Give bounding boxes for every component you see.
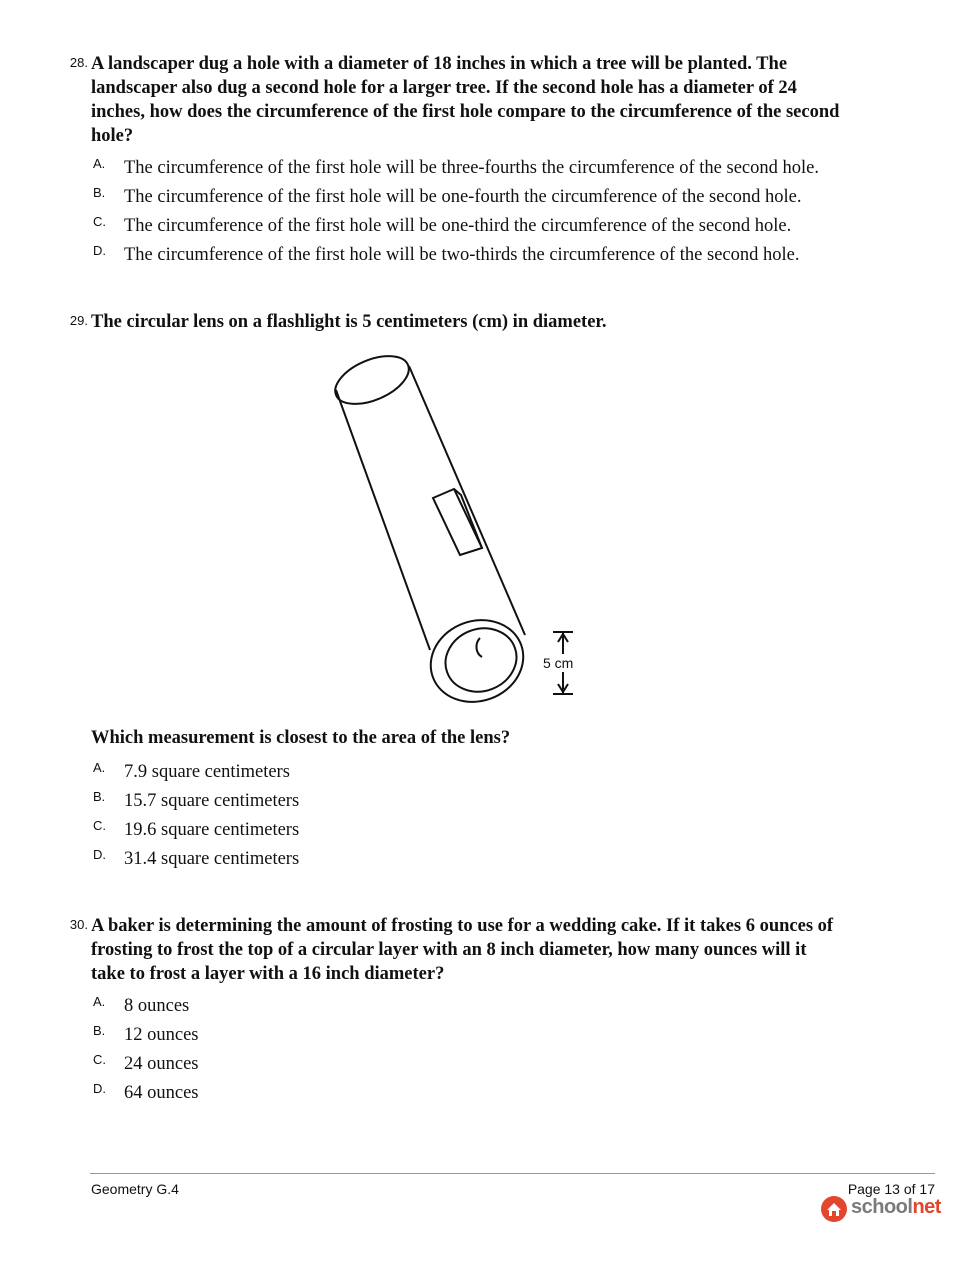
flashlight-side-right: [409, 366, 525, 635]
choice-d[interactable]: [91, 245, 840, 274]
question-stem: The circular lens on a flashlight is 5 centimeters (cm) in diameter.: [91, 312, 607, 332]
question-29-choices: [60, 752, 840, 878]
choice-text: The circumference of the first hole will be two-thirds the circumference of the second hole.: [124, 245, 800, 265]
choice-letter: A.: [93, 760, 106, 775]
choice-text: 7.9 square centimeters: [124, 762, 290, 782]
question-stem: A baker is determining the amount of frosting to use for a wedding cake. If it takes 6 ounces of frosting to frost the top of a circular layer with an 8 inch diameter, how many ounces will it take to frost a layer with a 16 inch diameter?: [91, 916, 834, 984]
dimension-label: 5 cm: [543, 655, 574, 671]
choice-text: The circumference of the first hole will be one-third the circumference of the second hole.: [124, 216, 792, 236]
choice-a[interactable]: [91, 762, 840, 791]
question-stem: A landscaper dug a hole with a diameter of 18 inches in which a tree will be planted. The landscaper also dug a second hole for a larger tree. If the second hole has a diameter of 24 inches, how does the circumference of the first hole compare to the circumference of the second hole?: [91, 54, 840, 146]
choice-letter: C.: [93, 1052, 106, 1067]
footer-course: Geometry G.4: [91, 1181, 179, 1197]
choice-b[interactable]: [91, 187, 840, 216]
question-number: 29.: [69, 313, 88, 328]
answer-choices: [91, 158, 840, 274]
choice-c[interactable]: [91, 216, 840, 245]
logo-text-school: school: [851, 1196, 913, 1218]
question-28: [60, 52, 840, 274]
question-29: [60, 310, 840, 334]
choice-letter: C.: [93, 214, 106, 229]
choice-letter: D.: [93, 847, 106, 862]
choice-text: The circumference of the first hole will be three-fourths the circumference of the second hole.: [124, 158, 819, 178]
choice-text: 31.4 square centimeters: [124, 849, 300, 869]
choice-text: 64 ounces: [124, 1083, 199, 1103]
answer-choices: [91, 996, 840, 1112]
choice-text: 15.7 square centimeters: [124, 791, 300, 811]
question-number: 30.: [69, 917, 88, 932]
choice-d[interactable]: [91, 1083, 840, 1112]
choice-letter: D.: [93, 243, 106, 258]
choice-c[interactable]: [91, 820, 840, 849]
answer-choices: [91, 762, 840, 878]
question-sub-stem: Which measurement is closest to the area of the lens?: [91, 728, 511, 748]
choice-a[interactable]: [91, 158, 840, 187]
logo-text-net: net: [912, 1196, 941, 1218]
footer-page-number: Page 13 of 17: [847, 1181, 935, 1197]
flashlight-switch: [433, 489, 482, 555]
choice-letter: B.: [93, 185, 106, 200]
choice-text: 19.6 square centimeters: [124, 820, 300, 840]
flashlight-bulb: [476, 638, 482, 657]
footer-divider: [90, 1173, 935, 1174]
schoolnet-house-icon: [820, 1195, 848, 1223]
choice-letter: A.: [93, 994, 106, 1009]
choice-text: 12 ounces: [124, 1025, 199, 1045]
choice-a[interactable]: [91, 996, 840, 1025]
choice-letter: D.: [93, 1081, 106, 1096]
choice-letter: A.: [93, 156, 106, 171]
choice-text: 24 ounces: [124, 1054, 199, 1074]
question-number: 28.: [69, 55, 88, 70]
choice-letter: C.: [93, 818, 106, 833]
choice-b[interactable]: [91, 791, 840, 820]
choice-c[interactable]: [91, 1054, 840, 1083]
choice-letter: B.: [93, 789, 106, 804]
flashlight-side-left: [336, 390, 430, 650]
choice-b[interactable]: [91, 1025, 840, 1054]
flashlight-figure: [325, 350, 595, 710]
choice-text: The circumference of the first hole will be one-fourth the circumference of the second hole.: [124, 187, 802, 207]
choice-text: 8 ounces: [124, 996, 190, 1016]
logo-wordmark: [851, 1196, 941, 1219]
choice-letter: B.: [93, 1023, 106, 1038]
choice-d[interactable]: [91, 849, 840, 878]
question-30: [60, 914, 840, 1112]
schoolnet-logo: [820, 1195, 940, 1225]
